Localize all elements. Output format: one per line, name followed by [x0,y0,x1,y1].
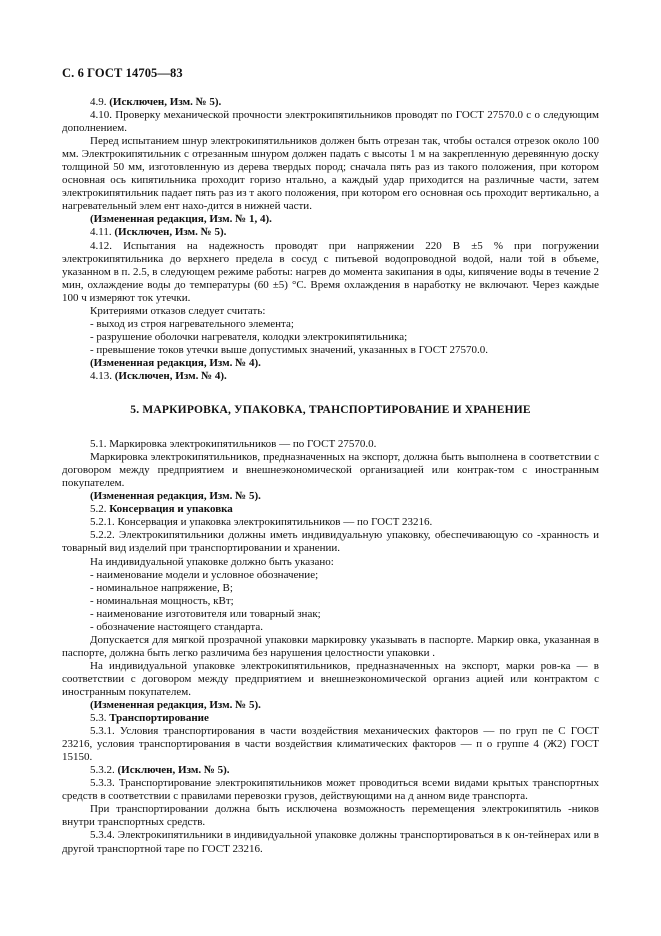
clause-note: Консервация и упаковка [109,503,233,516]
clause-number: 5.3.2. [90,764,115,777]
clause-text: При транспортировании должна быть исключена возможность перемещения электрокипятиль -ников внутри транспортных средств. [62,803,599,829]
paragraph [62,318,599,331]
clause-text: На индивидуальной упаковке электрокипятильников, предназначенных на экспорт, марки ров-ка — в соответствии с договором между предприятием и внешнеэкономической организ ацией или контрактом с иностранным покупателем. [62,659,599,698]
clause-text: Критериями отказов следует считать: [90,304,266,317]
clause-text: Маркировка электрокипятильников, предназначенных на экспорт, должна быть выполнена в соответствии с договором между предприятием и внешнеэкономической организацией или контрак-том с иностранным покупателем. [62,451,599,490]
paragraph [62,331,599,344]
clause-note: (Измененная редакция, Изм. № 5). [90,699,261,712]
clause-text: - обозначение настоящего стандарта. [90,620,264,633]
clause-number: 5.1. [90,438,107,451]
clause-number: 5.3.4. [90,829,115,842]
paragraph [62,569,599,582]
clause-note: (Измененная редакция, Изм. № 1, 4). [90,213,272,226]
numbered-clause [62,829,599,855]
clause-text: Перед испытанием шнур электрокипятильников должен быть отрезан так, чтобы остался отрезок около 100 мм. Электрокипятильник с отрезанным шнуром должен падать с высоты 1 м на закрепленную деревянную доску толщиной 50 мм, изготовленную из дерева твердых пород; сначала пять раз из такого положения, при котором основная ось кипятильника проходит горизо нтально, а каждый удар приходится на различные части, затем электрокипятильник падает пять раз из т акого положения, при котором его основная ось проходит вертикально, а нагревательный элем ент нахо-дится в нижней части. [62,135,599,213]
clause-text: На индивидуальной упаковке должно быть указано: [90,555,334,568]
clause-text: - наименование модели и условное обозначение; [90,568,319,581]
numbered-clause [62,516,599,529]
paragraph [62,490,599,503]
clause-number: 4.13. [90,369,112,382]
clause-note: (Исключен, Изм. № 5). [114,226,227,239]
clause-number: 5.2.2. [90,529,115,542]
paragraph [62,699,599,712]
clause-text: - выход из строя нагревательного элемента; [90,317,294,330]
clause-text: - номинальная мощность, кВт; [90,594,234,607]
clause-number: 5.3.1. [90,725,115,738]
paragraph [62,344,599,357]
clause-number: 5.2.1. [90,516,115,529]
paragraph [62,451,599,490]
numbered-clause [62,503,599,516]
numbered-clause [62,226,599,239]
clause-text: Испытания на надежность проводят при напряжении 220 В ±5 % при погружении электрокипятильника до верхнего предела в сосуд с питьевой водопроводной водой, нали той в объеме, указанном в п. 2.5, в следующем режиме работы: нагрев до момента закипания в оды, кипячение воды в течение 2 мин, охлаждение воды до температуры (60 ±5) °С. Время охлаждения в наработку не включают. Через каждые 100 ч измеряют ток утечки. [62,239,600,304]
paragraph [62,582,599,595]
clause-text: Маркировка электрокипятильников — по ГОСТ 27570.0. [109,438,377,451]
clause-text: Электрокипятильники в индивидуальной упаковке должны транспортироваться в к он-тейнерах или в другой транспортной таре по ГОСТ 23216. [62,829,600,855]
paragraph [62,556,599,569]
paragraph [62,803,599,829]
paragraph [62,135,599,213]
numbered-clause [62,109,599,135]
clause-text: Условия транспортирования в части воздействия механических факторов — по груп пе С ГОСТ 23216, условия транспортирования в части воздействия климатических факторов — п о группе 4 (Ж2) ГОСТ 15150. [62,725,599,764]
clause-number: 4.11. [90,226,112,239]
section-heading [62,404,599,417]
clause-note: (Исключен, Изм. № 4). [114,369,227,382]
numbered-clause [62,725,599,764]
document-body [62,96,599,856]
paragraph [62,595,599,608]
numbered-clause [62,370,599,383]
clause-text: Проверку механической прочности электрокипятильников проводят по ГОСТ 27570.0 с о следующим дополнением. [62,109,600,135]
clause-number: 4.12. [90,239,112,252]
numbered-clause [62,529,599,555]
section-heading-text: 5. МАРКИРОВКА, УПАКОВКА, ТРАНСПОРТИРОВАНИЕ И ХРАНЕНИЕ [130,404,531,417]
numbered-clause [62,764,599,777]
numbered-clause [62,438,599,451]
paragraph [62,357,599,370]
clause-note: (Измененная редакция, Изм. № 4). [90,356,261,369]
numbered-clause [62,777,599,803]
paragraph [62,305,599,318]
clause-text: Консервация и упаковка электрокипятильников — по ГОСТ 23216. [117,516,433,529]
clause-note: (Исключен, Изм. № 5). [117,764,230,777]
clause-number: 5.2. [90,503,107,516]
numbered-clause [62,712,599,725]
clause-number: 4.9. [90,96,107,108]
clause-text: Электрокипятильники должны иметь индивидуальную упаковку, обеспечивающую со -хранность и товарный вид изделий при транспортировании и хранении. [62,529,600,555]
numbered-clause [62,240,599,305]
clause-note: Транспортирование [109,712,209,725]
clause-text: - номинальное напряжение, В; [90,581,233,594]
clause-text: - наименование изготовителя или товарный знак; [90,607,321,620]
numbered-clause [62,96,599,109]
clause-text: Транспортирование электрокипятильников может проводиться всеми видами крытых транспортных средств в соответствии с правилами перевозки грузов, действующими на д анном виде транспорта. [62,777,600,803]
clause-text: Допускается для мягкой прозрачной упаковки маркировку указывать в паспорте. Маркир овка, указанная в паспорте, должна быть легко различима без нарушения целостности упаковки . [62,633,599,659]
paragraph [62,621,599,634]
clause-note: (Измененная редакция, Изм. № 5). [90,490,261,503]
paragraph [62,608,599,621]
clause-text: - разрушение оболочки нагревателя, колодки электрокипятильника; [90,330,408,343]
clause-note: (Исключен, Изм. № 5). [109,96,222,108]
paragraph [62,213,599,226]
clause-number: 5.3. [90,712,107,725]
page-header: С. 6 ГОСТ 14705—83 [62,66,183,80]
paragraph [62,660,599,699]
paragraph [62,634,599,660]
clause-number: 5.3.3. [90,777,115,790]
clause-text: - превышение токов утечки выше допустимых значений, указанных в ГОСТ 27570.0. [90,343,489,356]
clause-number: 4.10. [90,109,112,122]
